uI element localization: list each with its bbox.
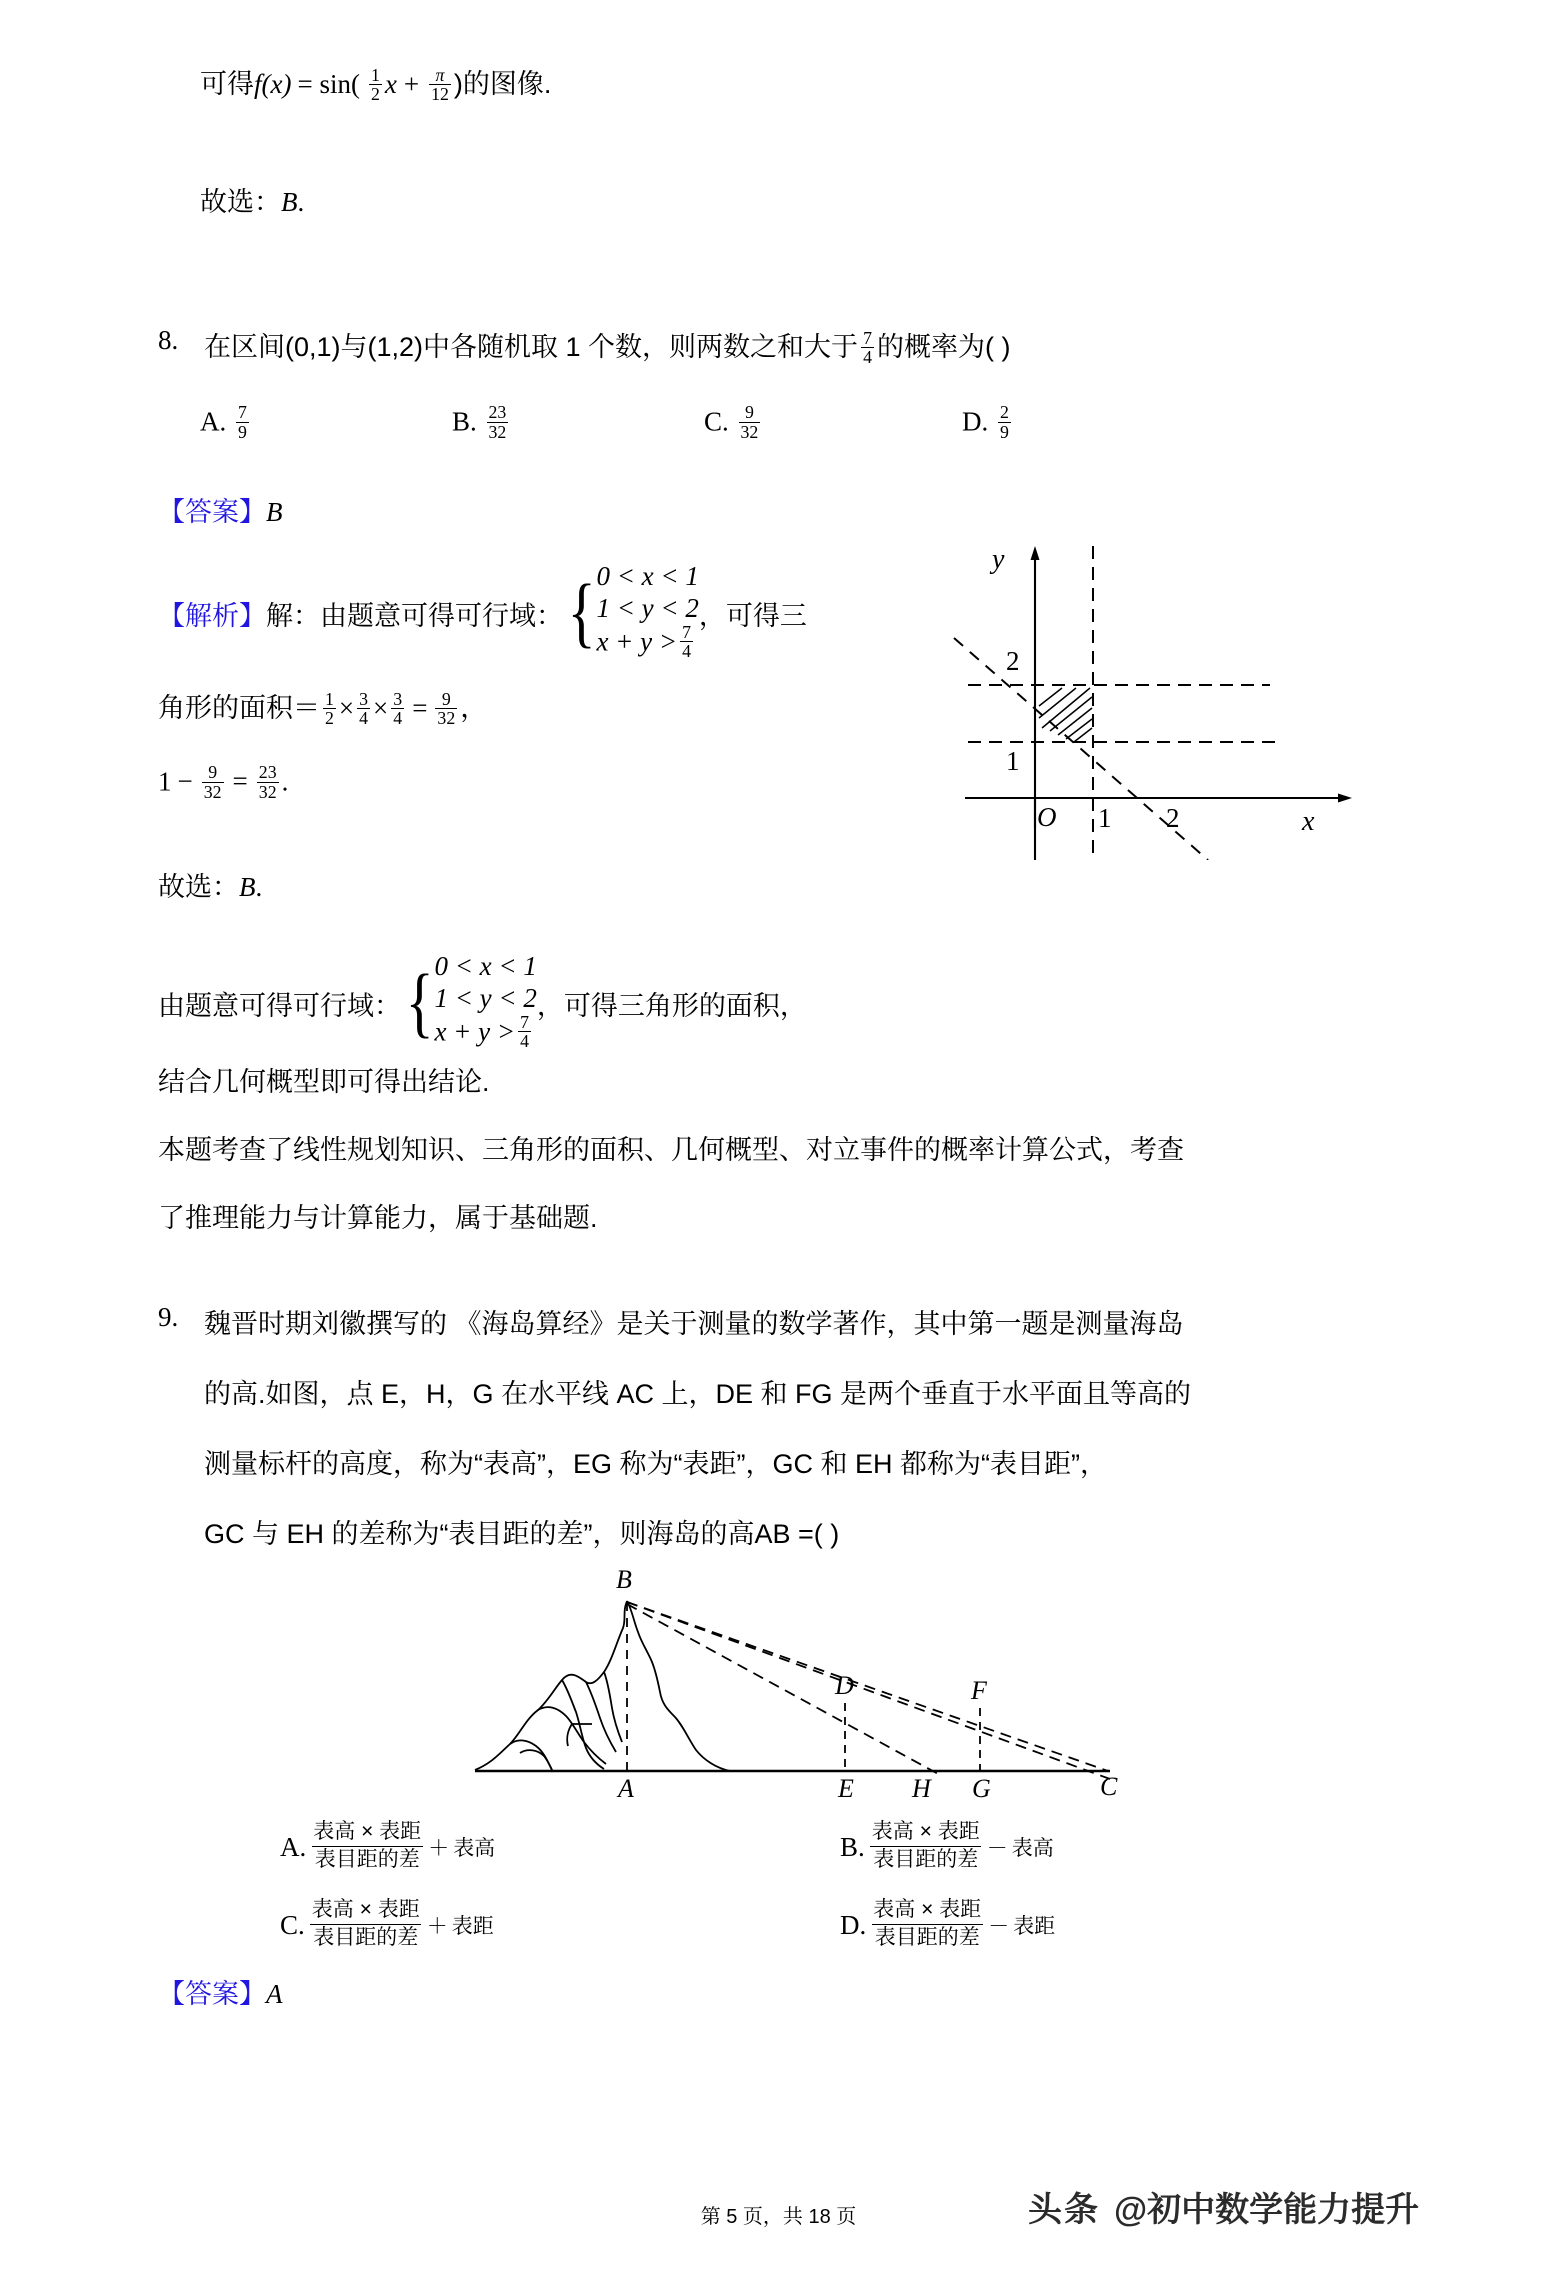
area-times-1: × [338, 693, 355, 723]
question-8-answer-tag: 【答案】 [158, 497, 266, 527]
question-8-summary-line-2: 了推理能力与计算能力，属于基础题. [158, 1203, 598, 1233]
system-1-row-3: x + y > $\frac{7}{4}$ [596, 621, 692, 662]
system-1-brace: { [567, 567, 596, 655]
question-9-option-d-tail: 表距 [1013, 1915, 1056, 1938]
question-8-option-a[interactable] [200, 402, 452, 443]
question-9-option-c-fraction: $\frac{\text{表高 × 表距}}{\text{表目距的差}}$ [309, 1897, 423, 1951]
question-9-option-a-fraction: $\frac{\text{表高 × 表距}}{\text{表目距的差}}$ [310, 1819, 424, 1873]
system-1-row-3-fraction: $\frac{7}{4}$ [682, 621, 692, 662]
question-8-stem [158, 325, 1408, 369]
label-h: H [912, 1774, 931, 1798]
y-tick-label-1: 1 [1006, 746, 1020, 776]
question-8-number: 8. [158, 325, 179, 355]
second-system-after: ，可得三角形的面积， [536, 990, 807, 1021]
top-line2-answer: B [281, 187, 298, 217]
prob-minus: − [177, 766, 193, 797]
system-2-row-1: 0 < x < 1 [434, 951, 537, 981]
top-line1-function: f(x) [254, 69, 292, 99]
top-line1-fraction-half: $\frac{1}{2}$ [370, 64, 380, 105]
system-2-brace: { [405, 957, 434, 1045]
question-9-answer-row [158, 1972, 283, 2011]
prob-equals: = [232, 766, 248, 797]
x-axis-label: x [1302, 806, 1315, 837]
question-8-option-a-label: A. [200, 406, 227, 437]
question-8-feasible-region-graph [940, 530, 1360, 860]
question-9-option-a[interactable] [280, 1820, 840, 1874]
question-9-option-b-tail: 表高 [1011, 1837, 1054, 1860]
question-9-option-d-operator: － [988, 1915, 1010, 1938]
question-8-option-d-value: $\frac{2}{9}$ [1000, 402, 1009, 442]
area-comma: ， [460, 693, 488, 723]
sight-line-b-to-c [627, 1602, 1108, 1771]
label-d: D [835, 1671, 854, 1700]
question-8-stem-part-1: 在区间(0,1)与(1,2)中各随机取 1 个数，则两数之和大于 [204, 332, 859, 362]
question-8-option-c-label: C. [704, 406, 729, 437]
y-axis-arrow [1031, 546, 1040, 560]
top-line2-label: 故选： [200, 187, 281, 217]
top-continuation-line-2 [200, 180, 304, 219]
top-line2-period: . [297, 187, 305, 217]
shaded-triangle-region [1039, 688, 1092, 742]
question-8-analysis-after-system: ，可得三 [698, 600, 807, 631]
question-8-system-2 [401, 951, 537, 1053]
question-8-analysis-row [158, 562, 807, 664]
top-line1-prefix: 可得 [200, 69, 254, 99]
system-1-rows [596, 561, 698, 663]
question-9-option-b[interactable] [840, 1820, 1054, 1874]
question-9-option-a-label: A. [280, 1831, 307, 1862]
question-9-option-a-operator: ＋ [428, 1837, 450, 1860]
top-line1-plus: + [403, 69, 420, 99]
watermark-account: @初中数学能力提升 [1114, 2191, 1420, 2229]
question-8-probability-line [158, 762, 289, 803]
origin-label: O [1037, 802, 1057, 832]
system-1-row-2: 1 < y < 2 [596, 592, 699, 623]
conclusion-label: 故选： [158, 872, 239, 902]
system-2-row-3: x + y > $\frac{7}{4}$ [434, 1011, 530, 1052]
label-f: F [971, 1676, 987, 1705]
area-equals: = [412, 693, 428, 723]
question-8-answer-value: B [266, 497, 283, 527]
sight-line-b-to-e [627, 1604, 942, 1776]
question-8-option-b-value: $\frac{23}{32}$ [488, 402, 507, 442]
area-fraction-3: $\frac{3}{4}$ [393, 688, 403, 729]
system-2-rows [434, 951, 536, 1053]
question-9-option-c[interactable] [280, 1898, 840, 1952]
watermark [1028, 2182, 1419, 2231]
top-line1-variable-x: x [384, 69, 397, 99]
question-9-text-line-3: 测量标杆的高度，称为“表高”，EG 称为“表距”，GC 和 EH 都称为“表目距”， [204, 1449, 1107, 1479]
top-line1-fraction-pi-12: $\frac{\pi}{12}$ [431, 64, 449, 105]
island-diagram-svg [420, 1548, 1140, 1798]
question-9-answer-tag: 【答案】 [158, 1979, 266, 2009]
second-system-lead: 由题意可得可行域： [158, 990, 401, 1021]
top-line1-equals-sin: = sin( [297, 69, 360, 99]
question-8-summary-line-1: 本题考查了线性规划知识、三角形的面积、几何概型、对立事件的概率计算公式，考查 [158, 1135, 1184, 1165]
question-8-option-c[interactable] [704, 402, 962, 443]
top-line1-suffix: )的图像. [453, 69, 552, 99]
question-9-option-c-tail: 表距 [451, 1915, 494, 1938]
prob-fraction-2: $\frac{23}{32}$ [258, 762, 277, 802]
question-8-tip-line: 结合几何概型即可得出结论. [158, 1067, 490, 1097]
label-e: E [838, 1774, 854, 1798]
question-9-text-line-1: 魏晋时期刘徽撰写的 《海岛算经》是关于测量的数学著作，其中第一题是测量海岛 [204, 1309, 1184, 1339]
system-2-row-2: 1 < y < 2 [434, 982, 537, 1013]
question-8-options [200, 402, 1410, 443]
question-8-system-1 [563, 561, 699, 663]
system-1-row-1: 0 < x < 1 [596, 561, 699, 591]
question-8-option-d-label: D. [962, 406, 989, 437]
question-9-text-line-2: 的高.如图，点 E，H，G 在水平线 AC 上，DE 和 FG 是两个垂直于水平面且等高的 [204, 1379, 1192, 1409]
area-fraction-2: $\frac{3}{4}$ [359, 688, 369, 729]
question-8-analysis-tag: 【解析】 [158, 600, 266, 631]
question-9-options-row-2 [280, 1886, 1400, 1964]
question-9-option-a-tail: 表高 [453, 1837, 496, 1860]
label-g: G [972, 1774, 991, 1798]
area-fraction-1: $\frac{1}{2}$ [325, 688, 334, 729]
question-8-analysis-lead: 解：由题意可得可行域： [266, 600, 563, 631]
area-times-2: × [373, 693, 389, 723]
question-9-option-d-fraction: $\frac{\text{表高 × 表距}}{\text{表目距的差}}$ [870, 1897, 984, 1951]
question-9-option-b-operator: － [986, 1837, 1008, 1860]
question-8-stem-fraction: $\frac{7}{4}$ [863, 327, 872, 368]
question-8-second-system-row [158, 952, 807, 1054]
question-8-option-d[interactable] [962, 402, 1014, 443]
label-b: B [616, 1565, 632, 1594]
conclusion-answer: B [239, 872, 256, 902]
area-line-prefix: 角形的面积＝ [158, 693, 320, 723]
watermark-brand: 头条 [1028, 2191, 1100, 2229]
question-9-option-c-operator: ＋ [426, 1915, 448, 1938]
label-a: A [618, 1774, 634, 1798]
question-8-option-a-value: $\frac{7}{9}$ [238, 402, 247, 442]
x-tick-label-1: 1 [1098, 803, 1112, 833]
question-9-option-d[interactable] [840, 1898, 1055, 1952]
page-footer: 第 5 页，共 18 页 [700, 2206, 857, 2228]
y-axis-label: y [992, 544, 1005, 575]
question-8-stem-text [204, 325, 1010, 369]
question-8-conclusion [158, 865, 262, 904]
question-9-option-c-label: C. [280, 1909, 305, 1940]
feasible-region-svg [940, 530, 1360, 860]
mountain-outline [475, 1601, 730, 1771]
prob-period: . [281, 766, 289, 797]
question-9-answer-value: A [266, 1979, 283, 2009]
x-tick-label-2: 2 [1166, 803, 1180, 833]
y-tick-label-2: 2 [1006, 646, 1020, 676]
question-8-option-c-value: $\frac{9}{32}$ [740, 402, 759, 442]
question-8-option-b[interactable] [452, 402, 704, 443]
question-9-island-diagram [420, 1548, 1140, 1798]
system-2-row-3-fraction: $\frac{7}{4}$ [520, 1011, 530, 1052]
question-9-option-b-fraction: $\frac{\text{表高 × 表距}}{\text{表目距的差}}$ [869, 1819, 983, 1873]
question-9-options-row-1 [280, 1808, 1400, 1886]
sight-line-b-to-h [627, 1602, 1110, 1779]
question-9-line-1 [158, 1302, 1408, 1341]
label-c: C [1100, 1772, 1118, 1798]
question-9-text-line-4: GC 与 EH 的差称为“表目距的差”，则海岛的高AB =( ) [204, 1519, 840, 1549]
question-8-area-line [158, 686, 487, 730]
question-8-stem-part-2: 的概率为( ) [876, 332, 1011, 362]
question-8-answer-row [158, 490, 283, 529]
conclusion-period: . [255, 872, 263, 902]
question-9-options [280, 1808, 1400, 1964]
question-9-option-d-label: D. [840, 1909, 867, 1940]
question-9-number: 9. [158, 1302, 179, 1332]
prob-one: 1 [158, 766, 172, 797]
top-continuation-line-1 [200, 62, 551, 106]
prob-fraction-1: $\frac{9}{32}$ [203, 762, 222, 802]
x-axis-arrow [1338, 794, 1352, 803]
question-8-option-b-label: B. [452, 406, 477, 437]
area-fraction-result: $\frac{9}{32}$ [437, 688, 456, 729]
question-9-option-b-label: B. [840, 1831, 865, 1862]
